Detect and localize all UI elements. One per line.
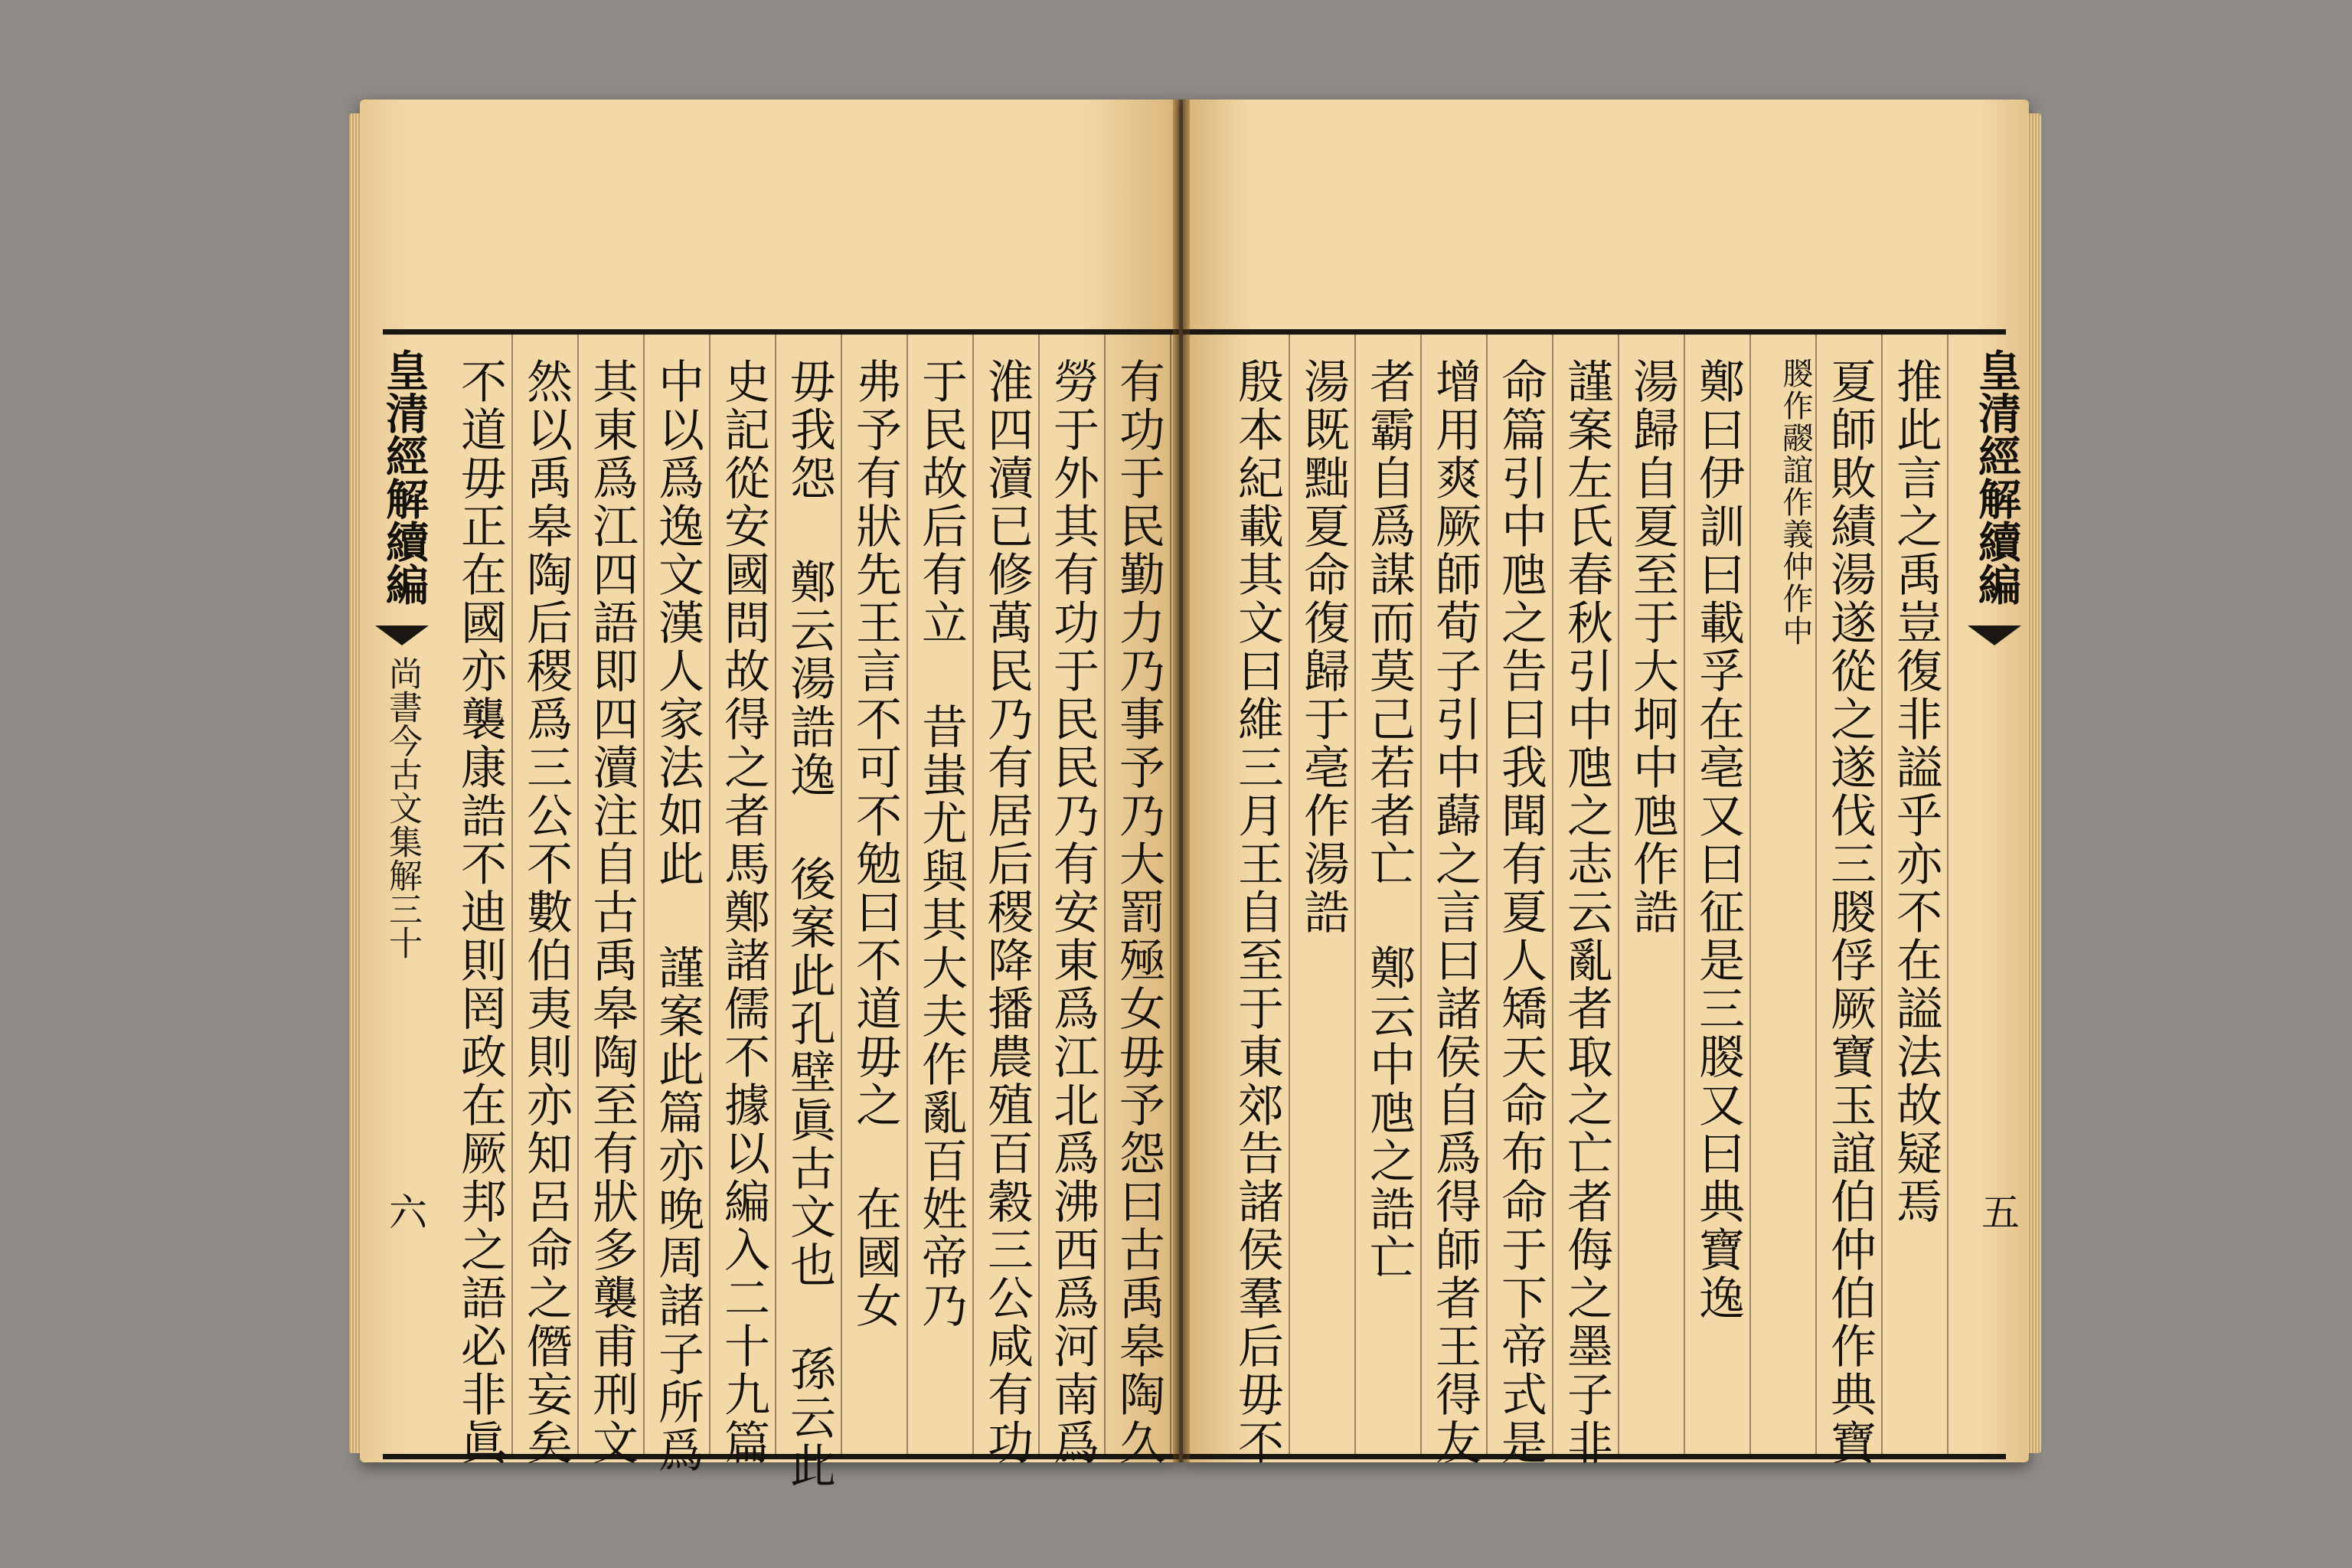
column-rule [1815, 335, 1817, 1454]
column-rule [577, 335, 579, 1454]
text-column: 弗予有狀先王言不可不勉曰不道毋之 在國女 [848, 358, 902, 1330]
column-rule [643, 335, 645, 1454]
text-column: 湯既黜夏命復歸于亳作湯誥 [1296, 358, 1350, 936]
text-column: 中以爲逸文漢人家法如此 謹案此篇亦晚周諸子所爲 [651, 358, 704, 1475]
left-page [360, 100, 1179, 1490]
column-rule [1618, 335, 1619, 1454]
text-column: 淮四瀆已修萬民乃有居后稷降播農殖百穀三公咸有功 [980, 358, 1034, 1467]
left-banxin [375, 335, 429, 1454]
column-rule [906, 335, 908, 1454]
text-column: 毋我怨 鄭云湯誥逸 後案此孔壁眞古文也 孫云此 [782, 358, 836, 1490]
column-rule [1420, 335, 1422, 1454]
column-rule [1289, 335, 1290, 1454]
right-banxin-title: 皇清經解續編 [1971, 348, 2022, 606]
column-rule [1947, 335, 1949, 1454]
column-rule [1354, 335, 1356, 1454]
column-rule [1170, 335, 1171, 1454]
right-page-edges [2027, 113, 2041, 1453]
left-banxin-title: 皇清經解續編 [379, 348, 430, 606]
left-page-edges [349, 113, 361, 1453]
text-column: 命篇引中虺之告曰我聞有夏人矯天命布命于下帝式是 [1494, 358, 1547, 1467]
column-rule [511, 335, 513, 1454]
text-column: 有功于民勤力乃事予乃大罰殛女毋予怨曰古禹皋陶久 [1112, 358, 1165, 1467]
text-column: 不道毋正在國亦襲康誥不迪則罔政在厥邦之語必非眞 [453, 358, 507, 1467]
column-rule [1104, 335, 1106, 1454]
text-column: 于民故后有立 昔蚩尤與其大夫作亂百姓帝乃 [914, 358, 968, 1330]
text-column: 增用爽厥師荀子引中蘬之言曰諸侯自爲得師者王得友 [1428, 358, 1481, 1467]
column-rule [841, 335, 842, 1454]
text-column: 鄭曰伊訓曰載孚在亳又曰征是三朡又曰典寶逸 [1691, 358, 1745, 1322]
text-column: 湯歸自夏至于大坰中虺作誥 [1625, 358, 1679, 936]
text-column: 者霸自爲謀而莫己若者亡 鄭云中虺之誥亡 [1362, 358, 1416, 1282]
text-column: 勞于外其有功于民民乃有安東爲江北爲沸西爲河南爲 [1046, 358, 1099, 1467]
text-column: 朡作鬷誼作義仲作中 [1778, 358, 1813, 647]
text-column: 殷本紀載其文曰維三月王自至于東郊告諸侯羣后毋不 [1230, 358, 1284, 1467]
right-page [1183, 100, 2029, 1467]
column-rule [972, 335, 974, 1454]
open-book [360, 100, 2029, 1490]
column-rule [1038, 335, 1040, 1454]
fishtail-mark [1968, 626, 2021, 645]
column-rule [775, 335, 776, 1454]
column-rule [709, 335, 710, 1454]
column-rule [1749, 335, 1751, 1454]
text-column: 推此言之禹豈復非謚乎亦不在謚法故疑焉 [1889, 358, 1942, 1226]
left-banxin-subtitle: 尚書今古文集解三十 [383, 656, 422, 959]
right-banxin [1968, 335, 2021, 1454]
left-page-frame [379, 329, 1179, 1490]
text-column: 史記從安國問故得之者馬鄭諸儒不據以編入二十九篇 [717, 358, 770, 1467]
text-column: 夏師敗績湯遂從之遂伐三朡俘厥寶玉誼伯仲伯作典寶 [1823, 358, 1877, 1467]
column-rule [1684, 335, 1685, 1454]
column-rule [1486, 335, 1488, 1454]
right-page-frame [1183, 329, 2022, 1467]
text-column: 謹案左氏春秋引中虺之志云亂者取之亡者侮之墨子非 [1560, 358, 1613, 1467]
text-column: 其東爲江四語即四瀆注自古禹皋陶至有狀多襲甫刑文 [585, 358, 639, 1467]
column-rule [1881, 335, 1883, 1454]
text-column: 然以禹皋陶后稷爲三公不數伯夷則亦知呂命之僭妄矣 [519, 358, 573, 1467]
fishtail-mark [375, 626, 429, 645]
column-rule [1552, 335, 1553, 1454]
left-page-number: 六 [383, 1192, 427, 1230]
book-gutter [1173, 100, 1190, 1462]
right-page-number: 五 [1975, 1192, 2020, 1230]
